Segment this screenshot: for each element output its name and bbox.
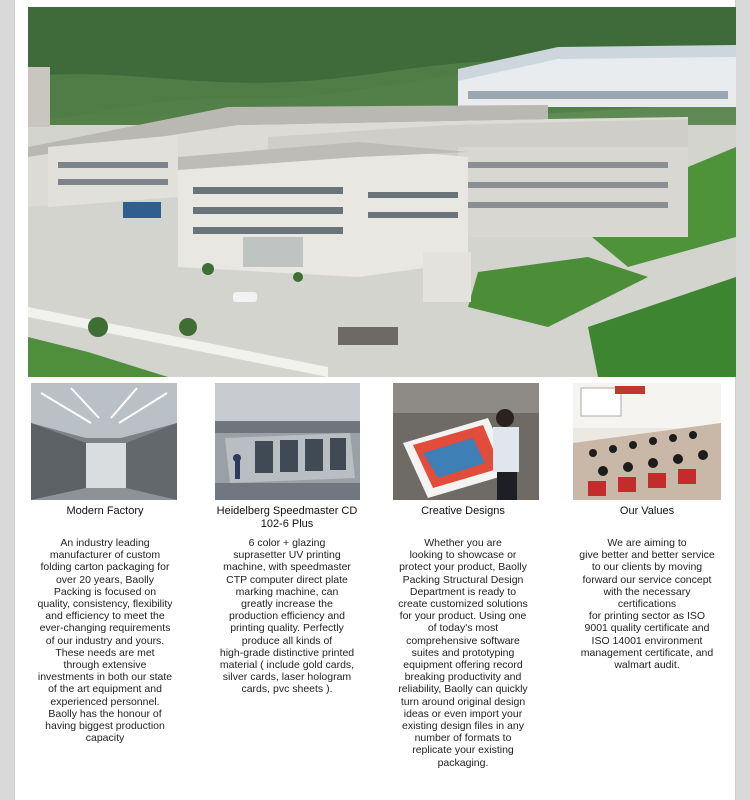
our-values-column xyxy=(567,505,727,671)
modern-factory-photo xyxy=(31,383,177,500)
body-line: and efficiency to meet the xyxy=(45,610,165,623)
body-line: CTP computer direct plate xyxy=(226,573,348,586)
body-line: forward our service concept xyxy=(582,573,712,586)
printing-machine-illustration xyxy=(215,383,360,500)
body-line: management certificate, and xyxy=(580,646,714,659)
body-line: machine, with speedmaster xyxy=(223,561,351,574)
body-line: having biggest production xyxy=(45,720,165,733)
body-line: looking to showcase or xyxy=(409,549,517,562)
title-line: Creative Designs xyxy=(421,505,505,517)
body-line: Baolly has the honour of xyxy=(48,707,162,720)
body-line: Whether you are xyxy=(424,537,502,549)
body-line: number of formats to xyxy=(414,732,512,745)
body-line: folding carton packaging for xyxy=(40,561,170,574)
body-line: packaging. xyxy=(437,756,489,769)
modern-factory-column xyxy=(36,505,174,744)
body-line: with the necessary xyxy=(603,585,691,598)
body-line: marking machine, can xyxy=(235,585,339,598)
body-line: turn around original design xyxy=(400,695,526,708)
column-body xyxy=(388,537,538,769)
body-line: replicate your existing xyxy=(412,744,514,757)
body-line: produce all kinds of xyxy=(241,634,333,647)
body-line: investments in both our state xyxy=(37,671,173,684)
body-line: Department is ready to xyxy=(409,585,517,598)
title-line: Heidelberg Speedmaster CD xyxy=(216,505,358,517)
title-line: 102-6 Plus xyxy=(260,518,314,530)
title-line: Modern Factory xyxy=(66,505,144,517)
body-line: An industry leading xyxy=(60,537,150,549)
column-title xyxy=(567,505,727,537)
title-line: Our Values xyxy=(619,505,675,517)
body-line: 6 color + glazing xyxy=(248,537,326,549)
body-line: create customized solutions xyxy=(398,598,528,611)
page-frame xyxy=(14,0,736,800)
body-line: through extensive xyxy=(63,659,147,672)
body-line: quality, consistency, flexibility xyxy=(37,598,173,611)
body-line: Packing Structural Design xyxy=(402,573,524,586)
body-line: silver cards, laser hologram xyxy=(222,671,352,684)
body-line: material ( include gold cards, xyxy=(219,659,355,672)
body-line: ever-changing requirements xyxy=(39,622,171,635)
body-line: manufacturer of custom xyxy=(49,549,161,562)
column-title xyxy=(388,505,538,537)
body-line: high-grade distinctive printed xyxy=(219,646,355,659)
body-line: 9001 quality certificate and xyxy=(584,622,710,635)
body-line: greatly increase the xyxy=(241,598,333,611)
body-line: comprehensive software xyxy=(406,634,520,647)
column-body xyxy=(36,537,174,744)
body-line: protect your product, Baolly xyxy=(399,561,527,574)
body-line: for printing sector as ISO xyxy=(588,610,706,623)
body-line: over 20 years, Baolly xyxy=(55,573,155,586)
body-line: ISO 14001 environment xyxy=(591,634,703,647)
body-line: We are aiming to xyxy=(607,537,687,549)
body-line: capacity xyxy=(85,732,125,745)
creative-designs-photo xyxy=(393,383,539,500)
column-title xyxy=(36,505,174,537)
body-line: of the art equipment and xyxy=(48,683,162,696)
body-line: ideas or even import your xyxy=(403,707,523,720)
body-line: certifications xyxy=(617,598,677,611)
body-line: existing design files in any xyxy=(402,720,524,733)
body-line: Packing is focused on xyxy=(53,585,157,598)
factory-aerial-image xyxy=(28,7,736,377)
design-review-illustration xyxy=(393,383,539,500)
body-line: give better and better service xyxy=(579,549,715,562)
body-line: for your product. Using one xyxy=(399,610,527,623)
printing-machine-photo xyxy=(215,383,360,500)
body-line: cards, pvc sheets ). xyxy=(241,683,333,696)
body-line: of today's most xyxy=(427,622,499,635)
body-line: equipment offering record xyxy=(403,659,523,672)
our-values-photo xyxy=(573,383,721,500)
body-line: to our clients by moving xyxy=(591,561,703,574)
body-line: walmart audit. xyxy=(614,659,680,672)
body-line: These needs are met xyxy=(55,646,155,659)
training-room-illustration xyxy=(573,383,721,500)
body-line: suprasetter UV printing xyxy=(233,549,341,562)
body-line: reliability, Baolly can quickly xyxy=(398,683,528,696)
column-body xyxy=(212,537,362,696)
factory-interior-illustration xyxy=(31,383,177,500)
body-line: of our industry and yours. xyxy=(45,634,165,647)
column-body xyxy=(567,537,727,671)
body-line: production efficiency and xyxy=(229,610,345,623)
body-line: printing quality. Perfectly xyxy=(230,622,344,635)
creative-designs-column xyxy=(388,505,538,769)
body-line: breaking productivity and xyxy=(404,671,522,684)
body-line: suites and prototyping xyxy=(411,646,515,659)
factory-aerial-illustration xyxy=(28,7,736,377)
heidelberg-column xyxy=(212,505,362,696)
body-line: experienced personnel. xyxy=(50,695,160,708)
column-title xyxy=(212,505,362,537)
